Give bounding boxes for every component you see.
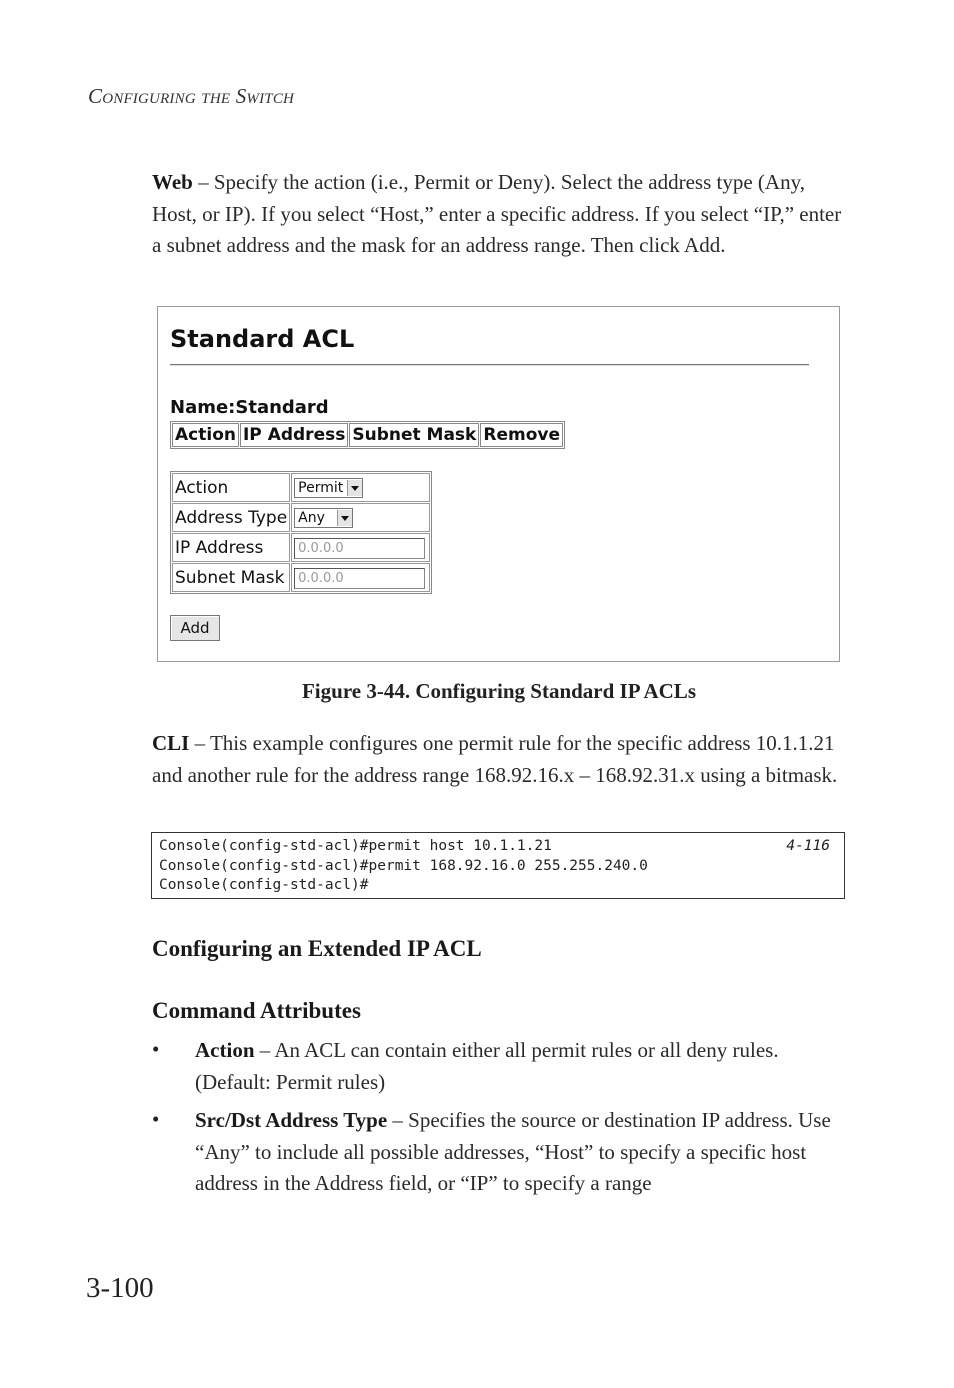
col-subnet-mask: Subnet Mask — [349, 423, 479, 447]
chevron-down-icon[interactable] — [337, 510, 352, 526]
web-instructions — [152, 167, 852, 262]
action-select-value: Permit — [298, 480, 344, 496]
subnet-mask-cell — [291, 563, 430, 592]
address-type-label: Address Type — [172, 503, 290, 532]
standard-acl-figure — [157, 306, 840, 662]
list-item-text: – An ACL can contain either all permit rules or all deny rules. (Default: Permit rules) — [195, 1038, 779, 1094]
page-number: 3-100 — [86, 1272, 154, 1304]
acl-rule-form — [170, 471, 432, 594]
web-lead: Web — [152, 170, 193, 194]
form-row-action — [172, 473, 430, 502]
action-label: Action — [172, 473, 290, 502]
code-line: Console(config-std-acl)#permit 168.92.16.0 255.255.240.0 — [159, 857, 648, 874]
bullet-icon: • — [152, 1107, 160, 1131]
address-type-select[interactable] — [294, 508, 353, 528]
list-item-term: Src/Dst Address Type — [195, 1108, 388, 1132]
acl-name: Name:Standard — [170, 397, 329, 418]
subnet-mask-input[interactable]: 0.0.0.0 — [294, 568, 425, 589]
code-line: Console(config-std-acl)#permit host 10.1.1.21 — [159, 838, 552, 854]
command-reference: 4-116 — [786, 838, 830, 854]
cli-lead: CLI — [152, 731, 190, 755]
cli-code-block — [151, 832, 845, 899]
form-row-ip-address — [172, 533, 430, 562]
figure-title: Standard ACL — [170, 325, 355, 353]
acl-rules-table — [170, 421, 565, 449]
action-select[interactable] — [294, 478, 363, 498]
figure-caption: Figure 3-44. Configuring Standard IP ACLs — [301, 679, 696, 703]
form-row-address-type — [172, 503, 430, 532]
col-remove: Remove — [480, 423, 563, 447]
address-type-cell — [291, 503, 430, 532]
ip-address-input[interactable]: 0.0.0.0 — [294, 538, 425, 559]
table-header-row — [172, 423, 563, 447]
action-cell — [291, 473, 430, 502]
add-button[interactable]: Add — [170, 615, 220, 641]
subsection-heading: Command Attributes — [152, 998, 361, 1023]
section-heading: Configuring an Extended IP ACL — [152, 936, 482, 961]
col-action: Action — [172, 423, 239, 447]
title-divider — [170, 364, 809, 366]
form-row-subnet-mask — [172, 563, 430, 592]
cli-text: – This example configures one permit rule for the specific address 10.1.1.21 and another rule for the address range 168.92.16.x – 168.92.31.x using a bitmask. — [152, 731, 838, 787]
web-text: – Specify the action (i.e., Permit or Deny). Select the address type (Any, Host, or IP). If you select “Host,” enter a specific address. If you select “IP,” enter a subnet address and the mask for an address range. Then click Add. — [152, 170, 842, 257]
cli-description — [152, 728, 852, 791]
code-line: Console(config-std-acl)# — [159, 877, 369, 893]
col-ip-address: IP Address — [240, 423, 348, 447]
address-type-select-value: Any — [298, 510, 325, 526]
list-item-term: Action — [195, 1038, 255, 1062]
subnet-mask-label: Subnet Mask — [172, 563, 290, 592]
bullet-icon: • — [152, 1037, 160, 1061]
list-item-text: – Specifies the source or destination IP address. Use “Any” to include all possible addresses, “Host” to specify a specific host address in the Address field, or “IP” to specify a range — [195, 1108, 831, 1195]
list-item — [195, 1035, 850, 1098]
running-head: Configuring the Switch — [88, 84, 295, 108]
ip-address-cell — [291, 533, 430, 562]
list-item — [195, 1105, 850, 1200]
ip-address-label: IP Address — [172, 533, 290, 562]
chevron-down-icon[interactable] — [347, 480, 362, 496]
